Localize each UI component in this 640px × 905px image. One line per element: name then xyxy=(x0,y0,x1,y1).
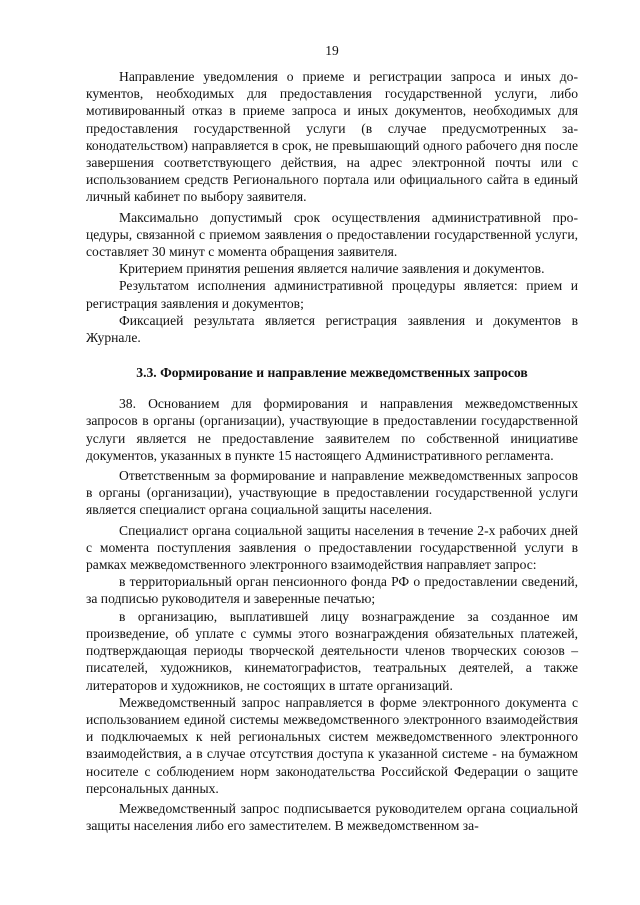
page-number: 19 xyxy=(325,43,339,58)
paragraph-item-38: 38. Основанием для формирования и направления межведомственных запросов в органы (организации), участвующие в предоставлении государственной услуги является не предоставление заявителем по собственной инициативе документов, указанных в пункте 15 настоящего Административного регламента. xyxy=(86,396,578,463)
paragraph-max-duration: Максимально допустимый срок осуществления административной процедуры, связанной с приемом заявления о предоставлении государственной услуги, составляет 30 минут с момента обращения заявителя. xyxy=(86,209,578,260)
paragraph-organization-payment: в организацию, выплатившей лицу вознаграждение за созданное им произведение, об уплате с суммы этого вознаграждения обязательных платежей, подтверждающая периоды творческой деятельности членов творческих союзов – писателей, художников, кинематографистов, театральных деятелей, а также литераторов и художников, не состоящих в штате организаций. xyxy=(86,608,578,693)
paragraph-decision-criterion: Критерием принятия решения является наличие заявления и документов. xyxy=(119,261,545,277)
paragraph-responsible: Ответственным за формирование и направление межведомственных запросов в органы (организации), участвующие в предоставлении государственной услуги является специалист органа социальной защиты населения. xyxy=(86,468,578,518)
paragraph-pension-fund: в территориальный орган пенсионного фонда РФ о предоставлении сведений, за подписью руководителя и заверенные печатью; xyxy=(86,574,578,607)
paragraph-notification: Направление уведомления о приеме и регистрации запроса и иных документов, необходимых для предоставления государственной услуги, либо мотивированный отказ в приеме запроса и иных документов, необходимых для предоставления государственной услуги (в случае предусмотренных законодательством) направляется в срок, не превышающий одного рабочего дня после завершения соответствующего действия, на адрес электронной почты или с использованием средств Регионального портала или официального сайта в единый личный кабинет по выбору заявителя. xyxy=(86,69,578,205)
paragraph-request-signing: Межведомственный запрос подписывается руководителем органа социальной защиты населения либо его заместителем. В межведомственном за- xyxy=(86,800,578,834)
paragraph-specialist-request: Специалист органа социальной защиты населения в течение 2-х рабочих дней с момента поступления заявления о предоставлении государственной услуги в рамках межведомственного электронного взаимодействия направляет запрос: xyxy=(86,522,578,573)
paragraph-procedure-result: Результатом исполнения административной процедуры является: прием и регистрация заявления и документов; xyxy=(86,278,578,311)
document-page xyxy=(86,42,578,834)
paragraph-electronic-form: Межведомственный запрос направляется в форме электронного документа с использованием единой системы межведомственного электронного взаимодействия и подключаемых к ней региональных систем межведомственного электронного взаимодействия, а в случае отсутствия доступа к указанной системе - на бумажном носителе с соблюдением норм законодательства Российской Федерации о защите персональных данных. xyxy=(86,694,578,796)
section-heading: 3.3. Формирование и направление межведомственных запросов xyxy=(136,365,528,381)
paragraph-result-fixation: Фиксацией результата является регистрация заявления и документов в Журнале. xyxy=(86,312,578,346)
